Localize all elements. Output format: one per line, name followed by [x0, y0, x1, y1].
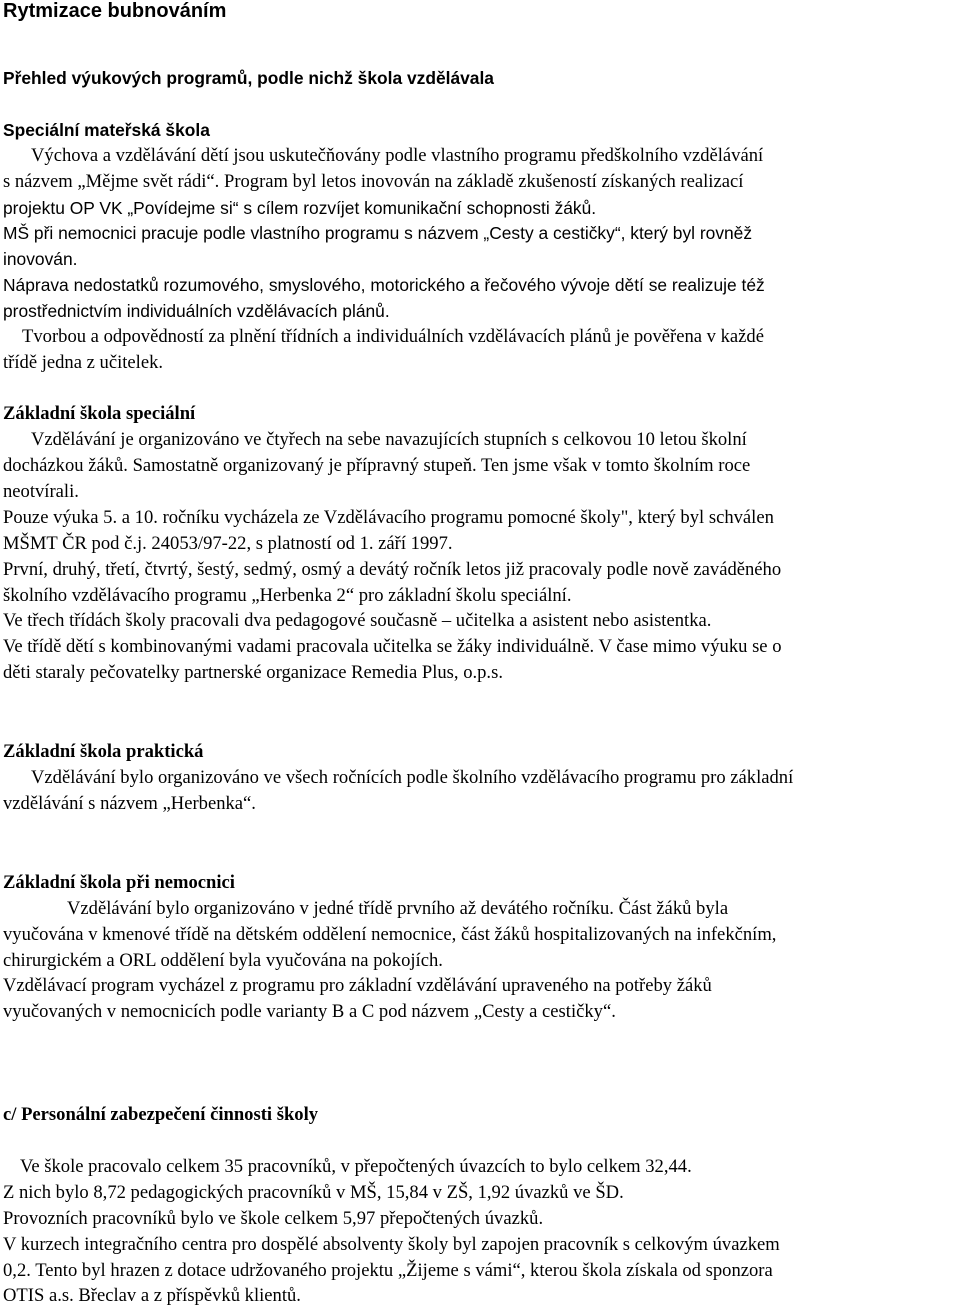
section-heading-personal: c/ Personální zabezpečení činnosti školy	[3, 1104, 319, 1125]
paragraph-line: docházkou žáků. Samostatně organizovaný je přípravný stupeň. Ten jsme však v tomto školním roce	[3, 455, 751, 476]
paragraph-line: V kurzech integračního centra pro dospělé absolventy školy byl zapojen pracovník s celkovým úvazkem	[3, 1234, 780, 1255]
paragraph-line: Vzdělávání bylo organizováno v jedné třídě prvního až devátého ročníku. Část žáků byla	[67, 898, 729, 919]
paragraph-line: třídě jedna z učitelek.	[3, 352, 164, 373]
section-heading-zsn: Základní škola při nemocnici	[3, 872, 235, 893]
paragraph-line: Pouze výuka 5. a 10. ročníku vycházela ze Vzdělávacího programu pomocné školy", který byl schválen	[3, 507, 774, 528]
paragraph-line: děti staraly pečovatelky partnerské organizace Remedia Plus, o.p.s.	[3, 662, 503, 683]
paragraph-line: OTIS a.s. Břeclav a z příspěvků klientů.	[3, 1285, 301, 1306]
paragraph-line: Vzdělávání bylo organizováno ve všech ročnících podle školního vzdělávacího programu pro základní	[31, 767, 794, 788]
paragraph-line: 0,2. Tento byl hrazen z dotace udržovaného projektu „Žijeme s vámi“, kterou škola získala od sponzora	[3, 1260, 773, 1281]
overview-heading: Přehled výukových programů, podle nichž škola vzdělávala	[3, 68, 494, 88]
paragraph-line: Z nich bylo 8,72 pedagogických pracovníků v MŠ, 15,84 v ZŠ, 1,92 úvazků ve ŠD.	[3, 1182, 624, 1203]
paragraph-line: MŠMT ČR pod č.j. 24053/97-22, s platností od 1. září 1997.	[3, 533, 453, 554]
section-heading-zss: Základní škola speciální	[3, 403, 196, 424]
paragraph-line: První, druhý, třetí, čtvrtý, šestý, sedmý, osmý a devátý ročník letos již pracovaly podle nově zaváděného	[3, 559, 782, 580]
paragraph-line: s názvem „Mějme svět rádi“. Program byl letos inovován na základě zkušeností získaných realizací	[3, 171, 744, 192]
paragraph-line: Ve třech třídách školy pracovali dva pedagogové současně – učitelka a asistent nebo asistentka.	[3, 610, 712, 631]
paragraph-line: Výchova a vzdělávání dětí jsou uskutečňovány podle vlastního programu předškolního vzdělávání	[31, 145, 764, 166]
paragraph-line: školního vzdělávacího programu „Herbenka 2“ pro základní školu speciální.	[3, 585, 572, 606]
paragraph-line: projektu OP VK „Povídejme si“ s cílem rozvíjet komunikační schopnosti žáků.	[3, 198, 597, 218]
paragraph-line: vyučována v kmenové třídě na dětském oddělení nemocnice, část žáků hospitalizovaných na infekčním,	[3, 924, 777, 945]
paragraph-line: vzdělávání s názvem „Herbenka“.	[3, 793, 256, 814]
section-heading-ms: Speciální mateřská škola	[3, 120, 210, 140]
paragraph-line: vyučovaných v nemocnicích podle varianty B a C pod názvem „Cesty a cestičky“.	[3, 1001, 616, 1022]
section-heading-zsp: Základní škola praktická	[3, 741, 204, 762]
paragraph-line: prostřednictvím individuálních vzdělávacích plánů.	[3, 301, 390, 321]
paragraph-line: Náprava nedostatků rozumového, smyslového, motorického a řečového vývoje dětí se realizuje též	[3, 275, 765, 295]
paragraph-line: Ve škole pracovalo celkem 35 pracovníků, v přepočtených úvazcích to bylo celkem 32,44.	[20, 1156, 692, 1177]
paragraph-line: Ve třídě dětí s kombinovanými vadami pracovala učitelka se žáky individuálně. V čase mimo výuku se o	[3, 636, 782, 657]
paragraph-line: Vzdělávání je organizováno ve čtyřech na sebe navazujících stupních s celkovou 10 letou školní	[31, 429, 747, 450]
paragraph-line: inovován.	[3, 249, 78, 269]
paragraph-line: Vzdělávací program vycházel z programu pro základní vzdělávání upraveného na potřeby žáků	[3, 975, 712, 996]
paragraph-line: Provozních pracovníků bylo ve škole celkem 5,97 přepočtených úvazků.	[3, 1208, 544, 1229]
paragraph-line: MŠ při nemocnici pracuje podle vlastního programu s názvem „Cesty a cestičky“, který byl rovněž	[3, 223, 753, 243]
document-title: Rytmizace bubnováním	[3, 0, 227, 22]
paragraph-line: chirurgickém a ORL oddělení byla vyučována na pokojích.	[3, 950, 443, 971]
paragraph-line: Tvorbou a odpovědností za plnění třídních a individuálních vzdělávacích plánů je pověřena v každé	[22, 326, 764, 347]
paragraph-line: neotvírali.	[3, 481, 79, 502]
